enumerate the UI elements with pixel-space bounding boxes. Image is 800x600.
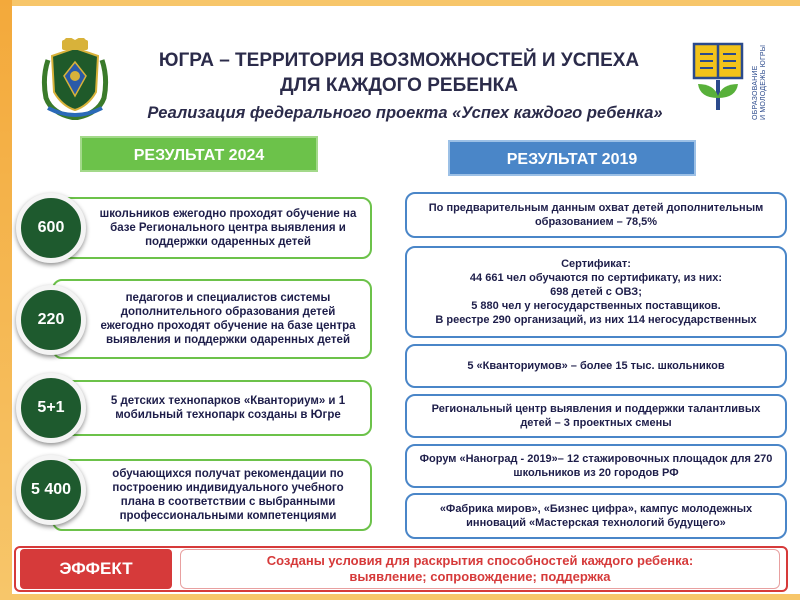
result-2024-value-4: 5 400 <box>16 455 86 525</box>
effect-text-line-1: Созданы условия для раскрытия способностей каждого ребенка: <box>266 553 694 568</box>
title-line-2: ДЛЯ КАЖДОГО РЕБЕНКА <box>280 75 518 96</box>
effect-text-line-2: выявление; сопровождение; поддержка <box>349 569 611 584</box>
title-line-1: ЮГРА – ТЕРРИТОРИЯ ВОЗМОЖНОСТЕЙ И УСПЕХА <box>158 50 640 71</box>
result-2019-item-5: Форум «Наноград - 2019»– 12 стажировочных площадок для 270 школьников из 20 городов РФ <box>405 444 787 488</box>
top-accent-bar <box>12 0 800 6</box>
result-2019-item-2: Сертификат: 44 661 чел обучаются по сертификату, из них: 698 детей с ОВЗ; 5 880 чел у негосударственных поставщиков. В реестре 290 организаций, из них 114 негосударственных <box>405 246 787 338</box>
result-2024-value-3: 5+1 <box>16 373 86 443</box>
page-subtitle: Реализация федерального проекта «Успех каждого ребенка» <box>147 104 663 122</box>
result-2024-value-1: 600 <box>16 193 86 263</box>
education-logo-icon <box>688 40 748 112</box>
result-2024-item-4: обучающихся получат рекомендации по построению индивидуального учебного плана в соответствии с выбранными профессиональными компетенциями <box>52 459 372 531</box>
page-title <box>108 48 690 98</box>
result-2024-value-2: 220 <box>16 285 86 355</box>
result-2019-item-6: «Фабрика миров», «Бизнес цифра», кампус молодежных инноваций «Мастерская технологий будущего» <box>405 493 787 539</box>
result-2024-item-2: педагогов и специалистов системы дополнительного образования детей ежегодно проходят обучение на базе центра выявления и поддержки одаренных детей <box>52 279 372 359</box>
left-accent-bar <box>0 0 12 600</box>
result-2019-item-3: 5 «Кванториумов» – более 15 тыс. школьников <box>405 344 787 388</box>
result-2024-item-3: 5 детских технопарков «Кванториум» и 1 мобильный технопарк созданы в Югре <box>52 380 372 436</box>
result-2019-item-1: По предварительным данным охват детей дополнительным образованием – 78,5% <box>405 192 787 238</box>
effect-label: ЭФФЕКТ <box>20 549 172 589</box>
result-2019-heading: РЕЗУЛЬТАТ 2019 <box>448 140 696 176</box>
logo-caption: ОБРАЗОВАНИЕ И МОЛОДЕЖЬ ЮГРЫ <box>752 44 767 120</box>
bottom-accent-bar <box>0 594 800 600</box>
effect-text <box>180 549 780 589</box>
result-2024-item-1: школьников ежегодно проходят обучение на базе Регионального центра выявления и поддержки одаренных детей <box>52 197 372 259</box>
result-2019-item-4: Региональный центр выявления и поддержки талантливых детей – 3 проектных смены <box>405 394 787 438</box>
result-2024-heading: РЕЗУЛЬТАТ 2024 <box>80 136 318 172</box>
